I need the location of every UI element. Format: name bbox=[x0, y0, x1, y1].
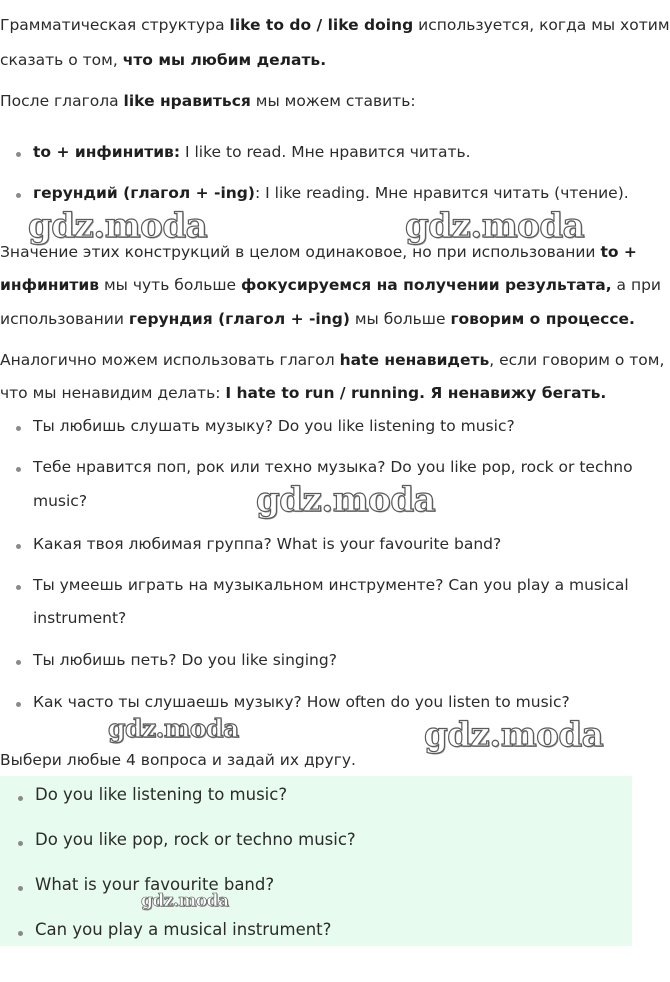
meaning-bold: говорим о процессе. bbox=[450, 310, 635, 328]
bullet bbox=[18, 796, 23, 801]
hate-line-2 bbox=[0, 384, 606, 402]
bullet bbox=[16, 152, 21, 157]
answer-item: Do you like listening to music? bbox=[35, 785, 288, 804]
intro-text: Грамматическая структура bbox=[0, 16, 230, 34]
after-verb-line bbox=[0, 92, 416, 110]
question-item-cont: music? bbox=[33, 492, 88, 510]
watermark-logo: gdz.moda bbox=[405, 206, 585, 246]
hate-text: Аналогично можем использовать глагол bbox=[0, 351, 340, 369]
watermark-logo: gdz.moda bbox=[108, 714, 239, 743]
form-name: to + инфинитив: bbox=[33, 143, 181, 161]
bullet bbox=[16, 467, 21, 472]
bullet bbox=[16, 702, 21, 707]
hate-bold: I hate to run / running. Я ненавижу бегать. bbox=[225, 384, 607, 402]
question-item-cont: instrument? bbox=[33, 609, 127, 627]
bullet bbox=[18, 841, 23, 846]
hate-text: , если говорим о том, bbox=[489, 351, 665, 369]
question-item: Ты любишь петь? Do you like singing? bbox=[33, 651, 337, 669]
task-text: Выбери любые 4 вопроса и задай их другу. bbox=[0, 751, 356, 769]
bullet bbox=[16, 660, 21, 665]
after-verb-bold: like нравиться bbox=[123, 92, 251, 110]
watermark-logo: gdz.moda bbox=[141, 891, 229, 911]
list-item bbox=[33, 143, 471, 161]
question-item: Какая твоя любимая группа? What is your favourite band? bbox=[33, 535, 502, 553]
answer-item: Do you like pop, rock or techno music? bbox=[35, 830, 356, 849]
meaning-text: Значение этих конструкций в целом одинаковое, но при использовании bbox=[0, 243, 601, 261]
question-item: Ты любишь слушать музыку? Do you like listening to music? bbox=[33, 417, 515, 435]
bullet bbox=[18, 886, 23, 891]
bullet bbox=[16, 426, 21, 431]
meaning-line-2 bbox=[0, 276, 661, 294]
question-item: Тебе нравится поп, рок или техно музыка? Do you like pop, rock or techno bbox=[33, 458, 633, 476]
hate-bold: hate ненавидеть bbox=[339, 351, 490, 369]
meaning-text: использовании bbox=[0, 310, 129, 328]
meaning-bold: герундия (глагол + -ing) bbox=[128, 310, 350, 328]
intro-bold: like to do / like doing bbox=[229, 16, 414, 34]
bullet bbox=[16, 193, 21, 198]
bullet bbox=[18, 931, 23, 936]
meaning-text: мы чуть больше bbox=[99, 276, 241, 294]
meaning-bold: to + bbox=[600, 243, 637, 261]
bullet bbox=[16, 544, 21, 549]
form-example: : I like reading. Мне нравится читать (чтение). bbox=[255, 184, 629, 202]
intro-line-2 bbox=[0, 51, 326, 69]
list-item bbox=[33, 184, 629, 202]
after-verb-text: После глагола bbox=[0, 92, 124, 110]
watermark-logo: gdz.moda bbox=[28, 206, 208, 246]
meaning-text: а при bbox=[611, 276, 662, 294]
after-verb-text: мы можем ставить: bbox=[250, 92, 416, 110]
hate-line-1 bbox=[0, 351, 664, 369]
meaning-line-3 bbox=[0, 310, 635, 328]
intro-text: сказать о том, bbox=[0, 51, 123, 69]
form-name: герундий (глагол + -ing) bbox=[33, 184, 255, 202]
meaning-text: мы больше bbox=[349, 310, 451, 328]
intro-text: используется, когда мы хотим bbox=[413, 16, 670, 34]
question-item: Как часто ты слушаешь музыку? How often do you listen to music? bbox=[33, 693, 570, 711]
watermark-logo: gdz.moda bbox=[256, 480, 436, 520]
bullet bbox=[16, 585, 21, 590]
form-example: I like to read. Мне нравится читать. bbox=[180, 143, 471, 161]
watermark-logo: gdz.moda bbox=[424, 715, 604, 755]
intro-bold: что мы любим делать. bbox=[122, 51, 327, 69]
answer-box bbox=[0, 776, 632, 946]
question-item: Ты умеешь играть на музыкальном инструменте? Can you play a musical bbox=[33, 576, 629, 594]
answer-item: What is your favourite band? bbox=[35, 875, 275, 894]
meaning-bold: фокусируемся на получении результата, bbox=[240, 276, 612, 294]
intro-line-1 bbox=[0, 16, 670, 34]
answer-item: Can you play a musical instrument? bbox=[35, 920, 332, 939]
hate-text: что мы ненавидим делать: bbox=[0, 384, 226, 402]
meaning-bold: инфинитив bbox=[0, 276, 100, 294]
